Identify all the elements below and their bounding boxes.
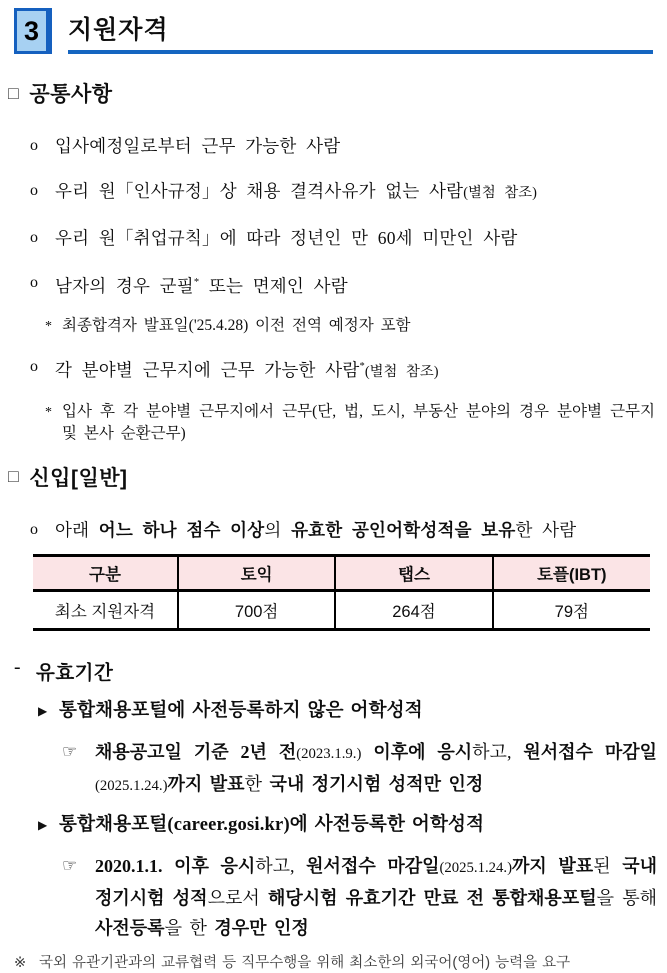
dash-bullet-icon: -: [14, 656, 21, 678]
heading-validity: [14, 657, 655, 685]
common-item-text: 각 분야별 근무지에 근무 가능한 사람*(별첨 참조): [55, 359, 439, 380]
common-item: [30, 355, 655, 384]
asterisk-icon: *: [45, 318, 52, 334]
common-item-text: 남자의 경우 군필* 또는 면제인 사람: [55, 275, 348, 296]
triangle-bullet-icon: ▶: [38, 703, 48, 718]
score-table-wrap: [33, 554, 650, 631]
validity-detail: [62, 851, 657, 943]
square-bullet-icon: □: [8, 82, 20, 103]
heading-common-label: 공통사항: [29, 83, 113, 106]
footnote-text: 국외 유관기관과의 교류협력 등 직무수행을 위해 최소한의 외국어(영어) 능력을 요구: [39, 954, 571, 971]
heading-validity-label: 유효기간: [36, 662, 114, 684]
circle-bullet-icon: o: [30, 520, 39, 538]
newhire-intro: [30, 518, 655, 542]
circle-bullet-icon: o: [30, 137, 39, 154]
common-item-text: 우리 원「취업규칙」에 따라 정년인 만 60세 미만인 사람: [55, 228, 518, 248]
table-header-toefl: 토플(IBT): [493, 555, 650, 590]
common-item-text: 우리 원「인사규정」상 채용 결격사유가 없는 사람(별첨 참조): [55, 181, 537, 201]
table-header-toeic: 토익: [178, 555, 335, 590]
common-item: [30, 134, 655, 158]
table-header-row: [33, 555, 650, 590]
validity-detail-text: 채용공고일 기준 2년 전(2023.1.9.) 이후에 응시하고, 원서접수 마감일(2025.1.24.)까지 발표한 국내 정기시험 성적만 인정: [95, 741, 658, 794]
asterisk-icon: *: [45, 404, 52, 420]
cell-min-qualification: 최소 지원자격: [33, 590, 178, 629]
circle-bullet-icon: o: [30, 229, 39, 246]
pointing-hand-icon: ☞: [62, 855, 78, 875]
heading-common: [8, 78, 653, 108]
document-page: [0, 8, 667, 971]
cell-teps-score: 264점: [335, 590, 492, 629]
triangle-bullet-icon: ▶: [38, 817, 48, 832]
title-underline: [68, 8, 653, 54]
common-item-note: [45, 315, 655, 338]
validity-detail: [62, 737, 657, 801]
table-header-teps: 탭스: [335, 555, 492, 590]
validity-detail-text: 2020.1.1. 이후 응시하고, 원서접수 마감일(2025.1.24.)까지 발표된 국내 정기시험 성적으로서 해당시험 유효기간 만료 전 통합채용포털을 통해 사전등록을 한 경우만 인정: [95, 855, 657, 938]
validity-subheading-text: 통합채용포털(career.gosi.kr)에 사전등록한 어학성적: [59, 814, 485, 835]
common-item-note-text: 입사 후 각 분야별 근무지에서 근무(단, 법, 도시, 부동산 분야의 경우 분야별 근무지 및 본사 순환근무): [62, 402, 655, 442]
validity-subheading: [38, 811, 655, 839]
circle-bullet-icon: o: [30, 357, 39, 375]
newhire-intro-text: 아래 어느 하나 점수 이상의 유효한 공인어학성적을 보유한 사람: [55, 519, 577, 540]
section-header: [14, 8, 653, 54]
common-item-note: [45, 401, 655, 445]
pointing-hand-icon: ☞: [62, 741, 78, 761]
footnote: [14, 953, 659, 973]
common-item-text: 입사예정일로부터 근무 가능한 사람: [55, 136, 341, 156]
heading-newhire: [8, 462, 653, 492]
common-item: [30, 179, 655, 205]
circle-bullet-icon: o: [30, 274, 39, 291]
square-bullet-icon: □: [8, 466, 20, 487]
cell-toeic-score: 700점: [178, 590, 335, 629]
validity-subheading-text: 통합채용포털에 사전등록하지 않은 어학성적: [59, 700, 423, 721]
section-number-box: [14, 8, 52, 54]
section-number: 3: [23, 15, 40, 46]
reference-mark-icon: ※: [14, 954, 27, 971]
validity-subheading: [38, 697, 655, 725]
circle-bullet-icon: o: [30, 182, 39, 199]
page-title: 지원자격: [68, 16, 169, 44]
common-item-note-text: 최종합격자 발표일('25.4.28) 이전 전역 예정자 포함: [62, 316, 411, 334]
common-item: [30, 226, 655, 250]
heading-newhire-label: 신입[일반]: [29, 466, 128, 490]
score-table: [33, 554, 650, 631]
common-item: [30, 271, 655, 298]
table-header-category: 구분: [33, 555, 178, 590]
table-row: [33, 590, 650, 629]
cell-toefl-score: 79점: [493, 590, 650, 629]
